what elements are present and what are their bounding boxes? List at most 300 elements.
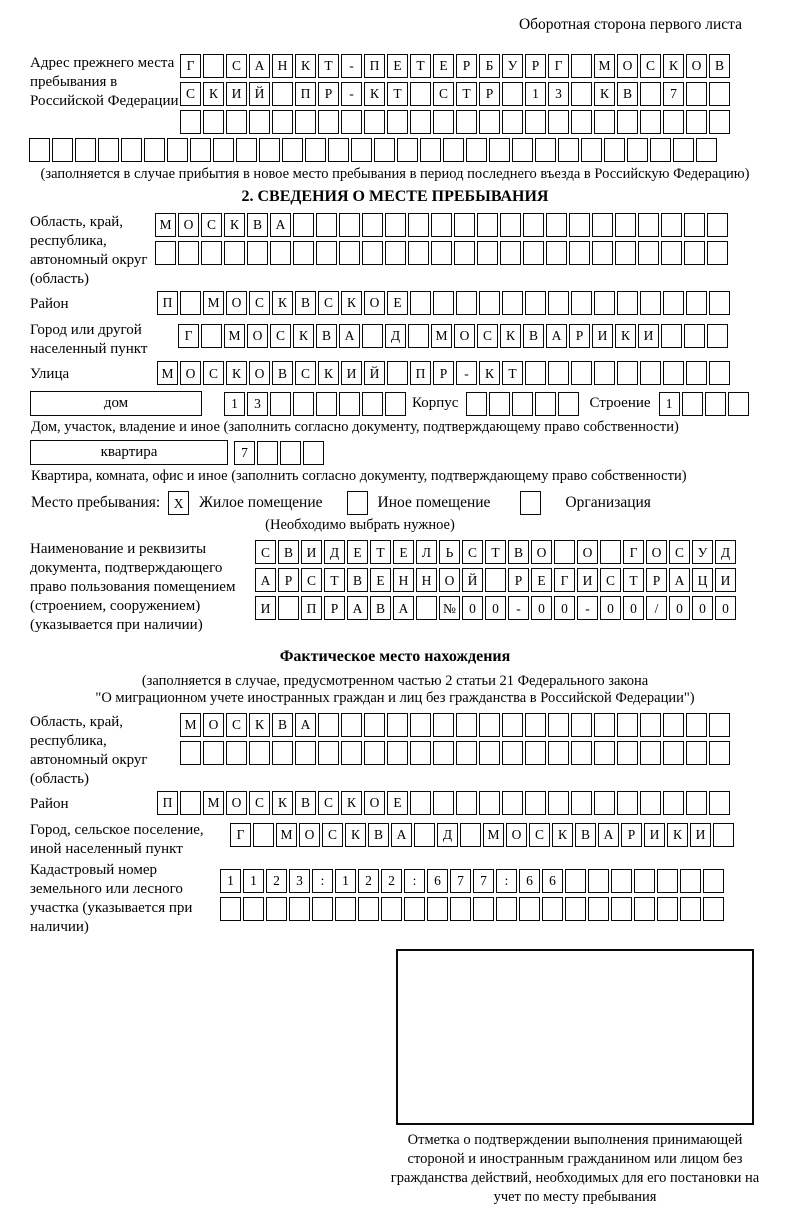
- char-box[interactable]: О: [646, 540, 667, 564]
- char-box[interactable]: К: [203, 82, 224, 106]
- char-box[interactable]: [293, 392, 314, 416]
- char-box[interactable]: [617, 791, 638, 815]
- char-box[interactable]: Р: [621, 823, 642, 847]
- char-box[interactable]: [592, 241, 613, 265]
- char-box[interactable]: Р: [324, 596, 345, 620]
- char-box[interactable]: [502, 741, 523, 765]
- char-box[interactable]: [565, 897, 586, 921]
- char-box[interactable]: 6: [427, 869, 448, 893]
- char-box[interactable]: [663, 110, 684, 134]
- char-box[interactable]: [410, 741, 431, 765]
- char-box[interactable]: [404, 897, 425, 921]
- char-box[interactable]: [709, 741, 730, 765]
- char-box[interactable]: [640, 713, 661, 737]
- char-box[interactable]: [408, 241, 429, 265]
- char-box[interactable]: В: [272, 361, 293, 385]
- char-box[interactable]: [663, 361, 684, 385]
- char-box[interactable]: С: [270, 324, 291, 348]
- char-box[interactable]: Т: [370, 540, 391, 564]
- char-box[interactable]: [339, 213, 360, 237]
- char-box[interactable]: [408, 213, 429, 237]
- char-box[interactable]: О: [178, 213, 199, 237]
- char-box[interactable]: [571, 82, 592, 106]
- char-box[interactable]: М: [180, 713, 201, 737]
- char-box[interactable]: [634, 897, 655, 921]
- char-box[interactable]: [686, 291, 707, 315]
- char-box[interactable]: 0: [554, 596, 575, 620]
- char-box[interactable]: [525, 791, 546, 815]
- char-box[interactable]: [272, 741, 293, 765]
- char-box[interactable]: [433, 713, 454, 737]
- char-box[interactable]: Р: [433, 361, 454, 385]
- char-box[interactable]: М: [203, 291, 224, 315]
- char-box[interactable]: [673, 138, 694, 162]
- char-box[interactable]: В: [575, 823, 596, 847]
- char-box[interactable]: [512, 138, 533, 162]
- char-box[interactable]: [615, 213, 636, 237]
- char-box[interactable]: [525, 713, 546, 737]
- char-box[interactable]: В: [370, 596, 391, 620]
- char-box[interactable]: Т: [324, 568, 345, 592]
- char-box[interactable]: [640, 741, 661, 765]
- char-box[interactable]: К: [594, 82, 615, 106]
- char-box[interactable]: [295, 110, 316, 134]
- char-box[interactable]: №: [439, 596, 460, 620]
- char-box[interactable]: [203, 741, 224, 765]
- char-box[interactable]: [569, 241, 590, 265]
- char-box[interactable]: Р: [646, 568, 667, 592]
- char-box[interactable]: [381, 897, 402, 921]
- char-box[interactable]: М: [483, 823, 504, 847]
- char-box[interactable]: [709, 82, 730, 106]
- char-box[interactable]: [178, 241, 199, 265]
- char-box[interactable]: П: [364, 54, 385, 78]
- char-box[interactable]: Р: [508, 568, 529, 592]
- char-box[interactable]: [548, 291, 569, 315]
- char-box[interactable]: [535, 392, 556, 416]
- char-box[interactable]: [443, 138, 464, 162]
- char-box[interactable]: [420, 138, 441, 162]
- char-box[interactable]: С: [477, 324, 498, 348]
- char-box[interactable]: 0: [715, 596, 736, 620]
- char-box[interactable]: К: [663, 54, 684, 78]
- char-box[interactable]: С: [226, 713, 247, 737]
- char-box[interactable]: [502, 82, 523, 106]
- char-box[interactable]: [638, 241, 659, 265]
- char-box[interactable]: [201, 324, 222, 348]
- char-box[interactable]: [535, 138, 556, 162]
- char-box[interactable]: Г: [230, 823, 251, 847]
- char-box[interactable]: [682, 392, 703, 416]
- char-box[interactable]: [473, 897, 494, 921]
- char-box[interactable]: О: [249, 361, 270, 385]
- char-box[interactable]: -: [456, 361, 477, 385]
- char-box[interactable]: [305, 138, 326, 162]
- char-box[interactable]: С: [295, 361, 316, 385]
- char-box[interactable]: [709, 291, 730, 315]
- char-box[interactable]: К: [615, 324, 636, 348]
- char-box[interactable]: К: [667, 823, 688, 847]
- char-box[interactable]: [684, 324, 705, 348]
- char-box[interactable]: [456, 791, 477, 815]
- char-box[interactable]: [546, 213, 567, 237]
- char-box[interactable]: Ь: [439, 540, 460, 564]
- char-box[interactable]: 1: [220, 869, 241, 893]
- char-box[interactable]: С: [433, 82, 454, 106]
- char-box[interactable]: С: [640, 54, 661, 78]
- char-box[interactable]: [339, 392, 360, 416]
- char-box[interactable]: С: [249, 291, 270, 315]
- char-box[interactable]: [661, 213, 682, 237]
- char-box[interactable]: В: [272, 713, 293, 737]
- char-box[interactable]: [259, 138, 280, 162]
- char-box[interactable]: Б: [479, 54, 500, 78]
- char-box[interactable]: М: [155, 213, 176, 237]
- char-box[interactable]: :: [312, 869, 333, 893]
- char-box[interactable]: [295, 741, 316, 765]
- char-box[interactable]: О: [506, 823, 527, 847]
- char-box[interactable]: Г: [180, 54, 201, 78]
- char-box[interactable]: [226, 741, 247, 765]
- char-box[interactable]: В: [295, 791, 316, 815]
- char-box[interactable]: [364, 713, 385, 737]
- char-box[interactable]: [640, 361, 661, 385]
- char-box[interactable]: [680, 897, 701, 921]
- char-box[interactable]: [450, 897, 471, 921]
- char-box[interactable]: В: [295, 291, 316, 315]
- char-box[interactable]: [433, 741, 454, 765]
- char-box[interactable]: Н: [416, 568, 437, 592]
- char-box[interactable]: К: [272, 791, 293, 815]
- char-box[interactable]: О: [247, 324, 268, 348]
- char-box[interactable]: [611, 897, 632, 921]
- char-box[interactable]: [525, 291, 546, 315]
- char-box[interactable]: [558, 138, 579, 162]
- char-box[interactable]: [236, 138, 257, 162]
- char-box[interactable]: [600, 540, 621, 564]
- char-box[interactable]: [180, 791, 201, 815]
- char-box[interactable]: И: [638, 324, 659, 348]
- char-box[interactable]: [640, 82, 661, 106]
- char-box[interactable]: [410, 791, 431, 815]
- char-box[interactable]: К: [341, 791, 362, 815]
- char-box[interactable]: [351, 138, 372, 162]
- char-box[interactable]: [249, 110, 270, 134]
- char-box[interactable]: [542, 897, 563, 921]
- char-box[interactable]: [358, 897, 379, 921]
- char-box[interactable]: Г: [178, 324, 199, 348]
- char-box[interactable]: [203, 54, 224, 78]
- char-box[interactable]: О: [180, 361, 201, 385]
- char-box[interactable]: [121, 138, 142, 162]
- char-box[interactable]: [640, 791, 661, 815]
- char-box[interactable]: [684, 241, 705, 265]
- char-box[interactable]: А: [598, 823, 619, 847]
- char-box[interactable]: [408, 324, 429, 348]
- char-box[interactable]: А: [295, 713, 316, 737]
- char-box[interactable]: С: [318, 291, 339, 315]
- char-box[interactable]: 0: [462, 596, 483, 620]
- char-box[interactable]: 3: [247, 392, 268, 416]
- char-box[interactable]: -: [341, 54, 362, 78]
- char-box[interactable]: [594, 791, 615, 815]
- char-box[interactable]: Л: [416, 540, 437, 564]
- char-box[interactable]: [180, 291, 201, 315]
- char-box[interactable]: [592, 213, 613, 237]
- char-box[interactable]: [686, 110, 707, 134]
- char-box[interactable]: [466, 392, 487, 416]
- char-box[interactable]: К: [345, 823, 366, 847]
- char-box[interactable]: [98, 138, 119, 162]
- char-box[interactable]: Р: [456, 54, 477, 78]
- char-box[interactable]: [318, 713, 339, 737]
- char-box[interactable]: П: [410, 361, 431, 385]
- char-box[interactable]: [29, 138, 50, 162]
- char-box[interactable]: Ц: [692, 568, 713, 592]
- char-box[interactable]: С: [249, 791, 270, 815]
- char-box[interactable]: 7: [663, 82, 684, 106]
- char-box[interactable]: Й: [462, 568, 483, 592]
- char-box[interactable]: И: [255, 596, 276, 620]
- char-box[interactable]: [640, 291, 661, 315]
- char-box[interactable]: 3: [548, 82, 569, 106]
- char-box[interactable]: [571, 741, 592, 765]
- char-box[interactable]: И: [577, 568, 598, 592]
- char-box[interactable]: [686, 82, 707, 106]
- char-box[interactable]: С: [322, 823, 343, 847]
- char-box[interactable]: [523, 241, 544, 265]
- char-box[interactable]: [456, 291, 477, 315]
- char-box[interactable]: [341, 110, 362, 134]
- char-box[interactable]: [456, 741, 477, 765]
- char-box[interactable]: [686, 791, 707, 815]
- char-box[interactable]: [558, 392, 579, 416]
- char-box[interactable]: О: [531, 540, 552, 564]
- char-box[interactable]: 7: [234, 441, 255, 465]
- char-box[interactable]: [456, 713, 477, 737]
- char-box[interactable]: А: [249, 54, 270, 78]
- char-box[interactable]: Т: [485, 540, 506, 564]
- char-box[interactable]: [431, 241, 452, 265]
- char-box[interactable]: О: [686, 54, 707, 78]
- char-box[interactable]: [427, 897, 448, 921]
- char-box[interactable]: Е: [387, 791, 408, 815]
- char-box[interactable]: К: [364, 82, 385, 106]
- char-box[interactable]: [502, 791, 523, 815]
- char-box[interactable]: [318, 110, 339, 134]
- char-box[interactable]: Т: [387, 82, 408, 106]
- char-box[interactable]: 6: [542, 869, 563, 893]
- char-box[interactable]: [316, 241, 337, 265]
- char-box[interactable]: Д: [385, 324, 406, 348]
- char-box[interactable]: И: [644, 823, 665, 847]
- char-box[interactable]: Е: [393, 540, 414, 564]
- char-box[interactable]: [477, 213, 498, 237]
- char-box[interactable]: [328, 138, 349, 162]
- char-box[interactable]: Н: [272, 54, 293, 78]
- char-box[interactable]: А: [339, 324, 360, 348]
- char-box[interactable]: [594, 361, 615, 385]
- char-box[interactable]: [318, 741, 339, 765]
- char-box[interactable]: И: [715, 568, 736, 592]
- char-box[interactable]: А: [255, 568, 276, 592]
- char-box[interactable]: Т: [318, 54, 339, 78]
- char-box[interactable]: [548, 741, 569, 765]
- char-box[interactable]: [312, 897, 333, 921]
- char-box[interactable]: [663, 291, 684, 315]
- char-box[interactable]: 7: [473, 869, 494, 893]
- char-box[interactable]: [220, 897, 241, 921]
- char-box[interactable]: 1: [243, 869, 264, 893]
- char-box[interactable]: [410, 110, 431, 134]
- char-box[interactable]: [588, 897, 609, 921]
- char-box[interactable]: [362, 324, 383, 348]
- char-box[interactable]: О: [226, 791, 247, 815]
- char-box[interactable]: М: [594, 54, 615, 78]
- char-box[interactable]: А: [546, 324, 567, 348]
- checkbox-residential[interactable]: X: [168, 491, 189, 515]
- char-box[interactable]: [519, 897, 540, 921]
- char-box[interactable]: Р: [479, 82, 500, 106]
- char-box[interactable]: [709, 791, 730, 815]
- char-box[interactable]: [663, 713, 684, 737]
- char-box[interactable]: [431, 213, 452, 237]
- char-box[interactable]: [293, 213, 314, 237]
- char-box[interactable]: К: [226, 361, 247, 385]
- char-box[interactable]: [650, 138, 671, 162]
- char-box[interactable]: [387, 110, 408, 134]
- char-box[interactable]: А: [391, 823, 412, 847]
- char-box[interactable]: -: [341, 82, 362, 106]
- char-box[interactable]: [167, 138, 188, 162]
- char-box[interactable]: С: [255, 540, 276, 564]
- char-box[interactable]: Р: [278, 568, 299, 592]
- char-box[interactable]: [226, 110, 247, 134]
- char-box[interactable]: А: [270, 213, 291, 237]
- char-box[interactable]: [489, 138, 510, 162]
- checkbox-other-premises[interactable]: [347, 491, 368, 515]
- char-box[interactable]: [454, 213, 475, 237]
- char-box[interactable]: [203, 110, 224, 134]
- char-box[interactable]: [479, 791, 500, 815]
- char-box[interactable]: [362, 213, 383, 237]
- char-box[interactable]: [571, 361, 592, 385]
- char-box[interactable]: [548, 361, 569, 385]
- char-box[interactable]: 0: [531, 596, 552, 620]
- char-box[interactable]: К: [479, 361, 500, 385]
- char-box[interactable]: [280, 441, 301, 465]
- char-box[interactable]: [397, 138, 418, 162]
- char-box[interactable]: 0: [692, 596, 713, 620]
- char-box[interactable]: К: [318, 361, 339, 385]
- char-box[interactable]: И: [690, 823, 711, 847]
- char-box[interactable]: К: [272, 291, 293, 315]
- char-box[interactable]: С: [301, 568, 322, 592]
- char-box[interactable]: [374, 138, 395, 162]
- char-box[interactable]: [617, 741, 638, 765]
- char-box[interactable]: [479, 741, 500, 765]
- char-box[interactable]: [588, 869, 609, 893]
- char-box[interactable]: Й: [364, 361, 385, 385]
- char-box[interactable]: [496, 897, 517, 921]
- char-box[interactable]: [703, 869, 724, 893]
- char-box[interactable]: [410, 291, 431, 315]
- char-box[interactable]: В: [508, 540, 529, 564]
- char-box[interactable]: А: [347, 596, 368, 620]
- char-box[interactable]: [663, 791, 684, 815]
- char-box[interactable]: [615, 241, 636, 265]
- char-box[interactable]: [289, 897, 310, 921]
- char-box[interactable]: О: [439, 568, 460, 592]
- char-box[interactable]: [201, 241, 222, 265]
- char-box[interactable]: [341, 713, 362, 737]
- char-box[interactable]: [385, 213, 406, 237]
- char-box[interactable]: [364, 110, 385, 134]
- char-box[interactable]: [502, 110, 523, 134]
- char-box[interactable]: Д: [437, 823, 458, 847]
- char-box[interactable]: [316, 213, 337, 237]
- char-box[interactable]: [502, 713, 523, 737]
- char-box[interactable]: [414, 823, 435, 847]
- char-box[interactable]: [52, 138, 73, 162]
- char-box[interactable]: О: [577, 540, 598, 564]
- char-box[interactable]: [270, 241, 291, 265]
- char-box[interactable]: И: [592, 324, 613, 348]
- char-box[interactable]: [661, 241, 682, 265]
- char-box[interactable]: [525, 741, 546, 765]
- char-box[interactable]: С: [226, 54, 247, 78]
- char-box[interactable]: К: [293, 324, 314, 348]
- char-box[interactable]: С: [203, 361, 224, 385]
- char-box[interactable]: П: [157, 291, 178, 315]
- char-box[interactable]: 2: [381, 869, 402, 893]
- char-box[interactable]: С: [529, 823, 550, 847]
- char-box[interactable]: С: [180, 82, 201, 106]
- char-box[interactable]: [705, 392, 726, 416]
- char-box[interactable]: [661, 324, 682, 348]
- char-box[interactable]: -: [508, 596, 529, 620]
- char-box[interactable]: [696, 138, 717, 162]
- char-box[interactable]: [523, 213, 544, 237]
- char-box[interactable]: [604, 138, 625, 162]
- char-box[interactable]: [339, 241, 360, 265]
- char-box[interactable]: М: [203, 791, 224, 815]
- char-box[interactable]: В: [316, 324, 337, 348]
- char-box[interactable]: С: [600, 568, 621, 592]
- char-box[interactable]: [569, 213, 590, 237]
- char-box[interactable]: А: [393, 596, 414, 620]
- char-box[interactable]: 0: [623, 596, 644, 620]
- char-box[interactable]: [554, 540, 575, 564]
- char-box[interactable]: [385, 392, 406, 416]
- char-box[interactable]: П: [301, 596, 322, 620]
- char-box[interactable]: 1: [525, 82, 546, 106]
- char-box[interactable]: О: [226, 291, 247, 315]
- char-box[interactable]: [571, 54, 592, 78]
- char-box[interactable]: Т: [623, 568, 644, 592]
- char-box[interactable]: [489, 392, 510, 416]
- char-box[interactable]: [282, 138, 303, 162]
- char-box[interactable]: 0: [669, 596, 690, 620]
- char-box[interactable]: Г: [554, 568, 575, 592]
- char-box[interactable]: [548, 791, 569, 815]
- char-box[interactable]: [190, 138, 211, 162]
- char-box[interactable]: С: [669, 540, 690, 564]
- char-box[interactable]: [617, 713, 638, 737]
- char-box[interactable]: О: [364, 791, 385, 815]
- char-box[interactable]: И: [341, 361, 362, 385]
- char-box[interactable]: [387, 361, 408, 385]
